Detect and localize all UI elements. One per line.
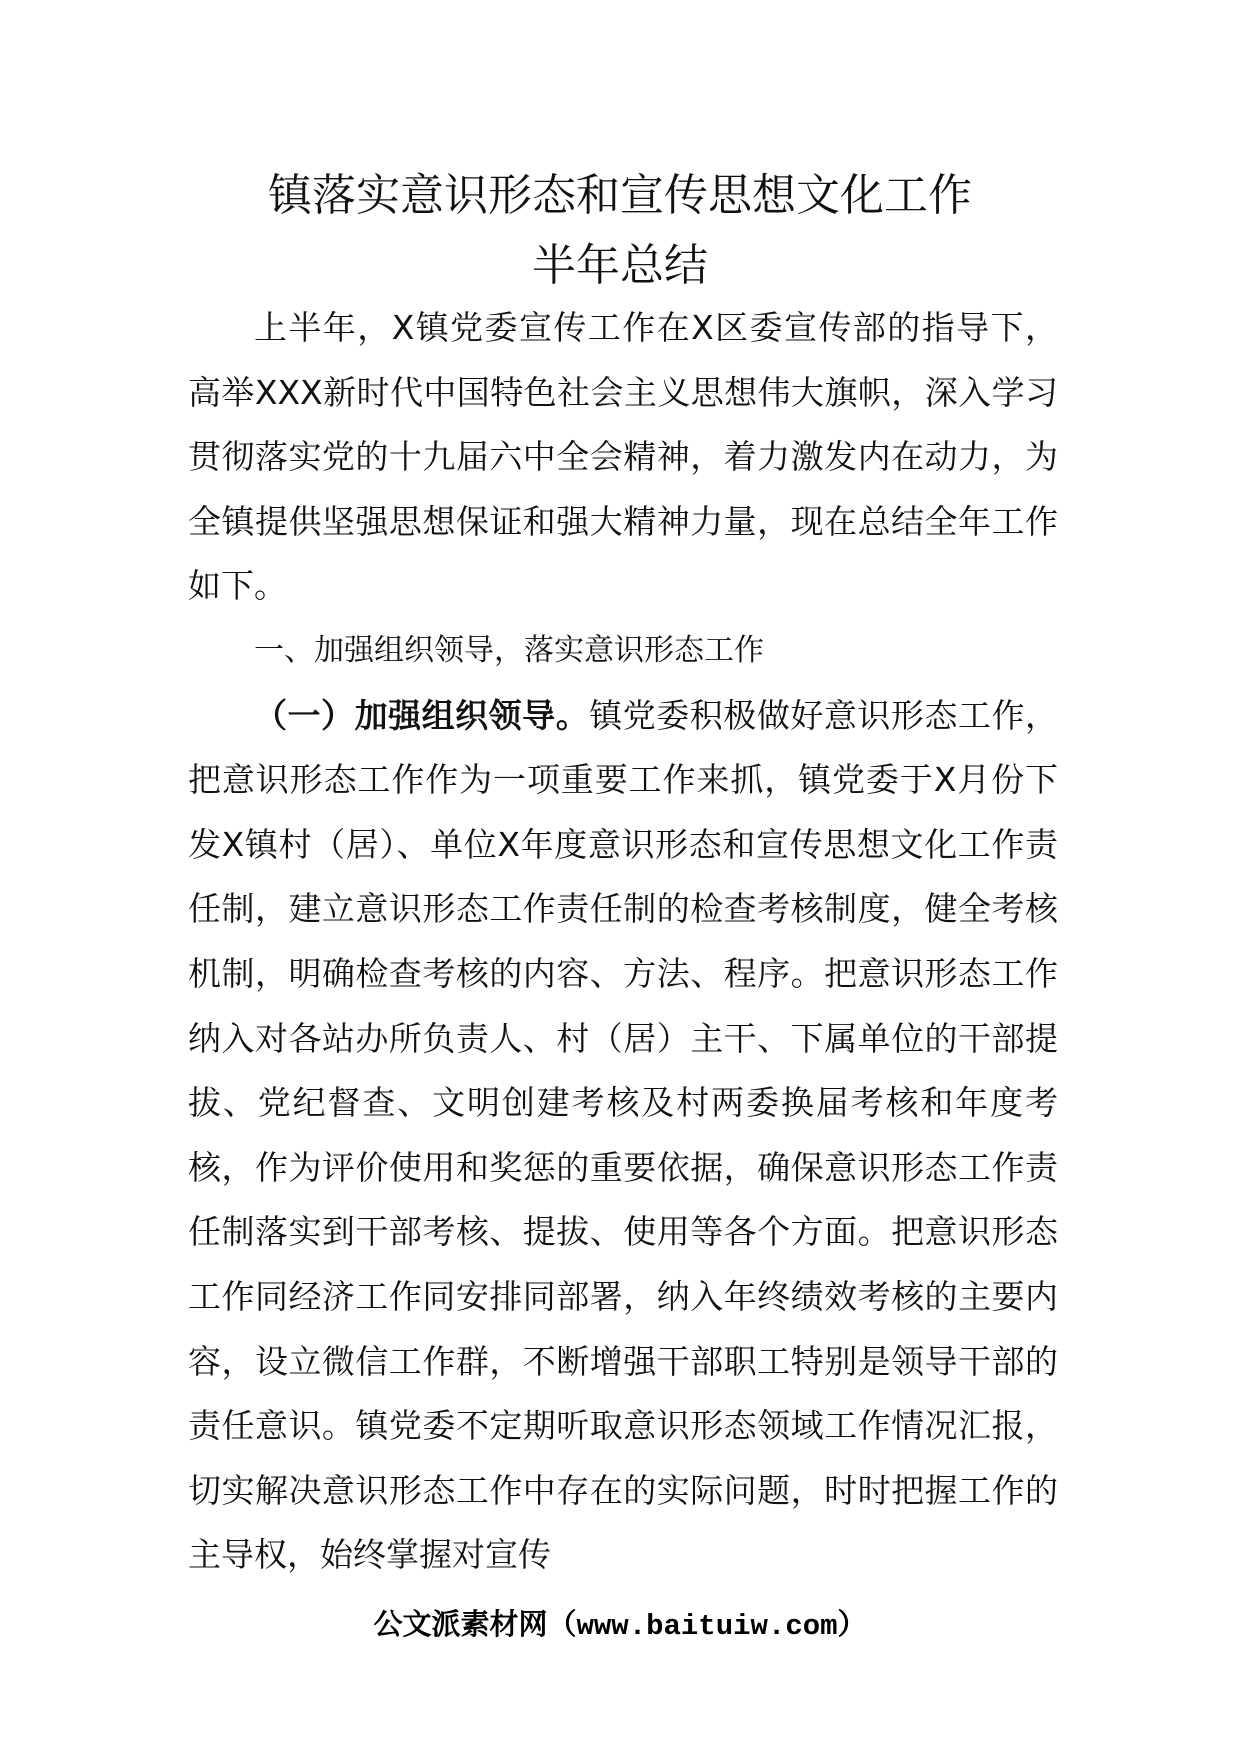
section-heading: 一、加强组织领导，落实意识形态工作	[254, 632, 764, 668]
intro-paragraph: 上半年，X镇党委宣传工作在X区委宣传部的指导下，高举XXX新时代中国特色社会主义思想伟大旗帜，深入学习贯彻落实党的十九届六中全会精神，着力激发内在动力，为全镇提供坚强思想保证和强大精神力量，现在总结全年工作如下。	[188, 308, 1058, 606]
footer-url: （www.baituiw.com）	[547, 1610, 867, 1643]
document-body	[188, 296, 1058, 1588]
document-title-line1: 镇落实意识形态和宣传思想文化工作	[268, 170, 972, 221]
subsection-text: 镇党委积极做好意识形态工作，把意识形态工作作为一项重要工作来抓，镇党委于X月份下发X镇村（居）、单位X年度意识形态和宣传思想文化工作责任制，建立意识形态工作责任制的检查考核制度，健全考核机制，明确检查考核的内容、方法、程序。把意识形态工作纳入对各站办所负责人、村（居）主干、下属单位的干部提拔、党纪督查、文明创建考核及村两委换届考核和年度考核，作为评价使用和奖惩的重要依据，确保意识形态工作责任制落实到干部考核、提拔、使用等各个方面。把意识形态工作同经济工作同安排同部署，纳入年终绩效考核的主要内容，设立微信工作群，不断增强干部职工特别是领导干部的责任意识。镇党委不定期听取意识形态领域工作情况汇报，切实解决意识形态工作中存在的实际问题，时时把握工作的主导权，始终掌握对宣传	[188, 695, 1059, 1575]
subsection-heading: （一）加强组织领导。	[254, 695, 590, 735]
subsection-paragraph	[188, 684, 1058, 1588]
document-title-line2: 半年总结	[532, 240, 708, 291]
footer-watermark	[0, 1604, 1240, 1647]
footer-site-name: 公文派素材网	[373, 1607, 548, 1641]
